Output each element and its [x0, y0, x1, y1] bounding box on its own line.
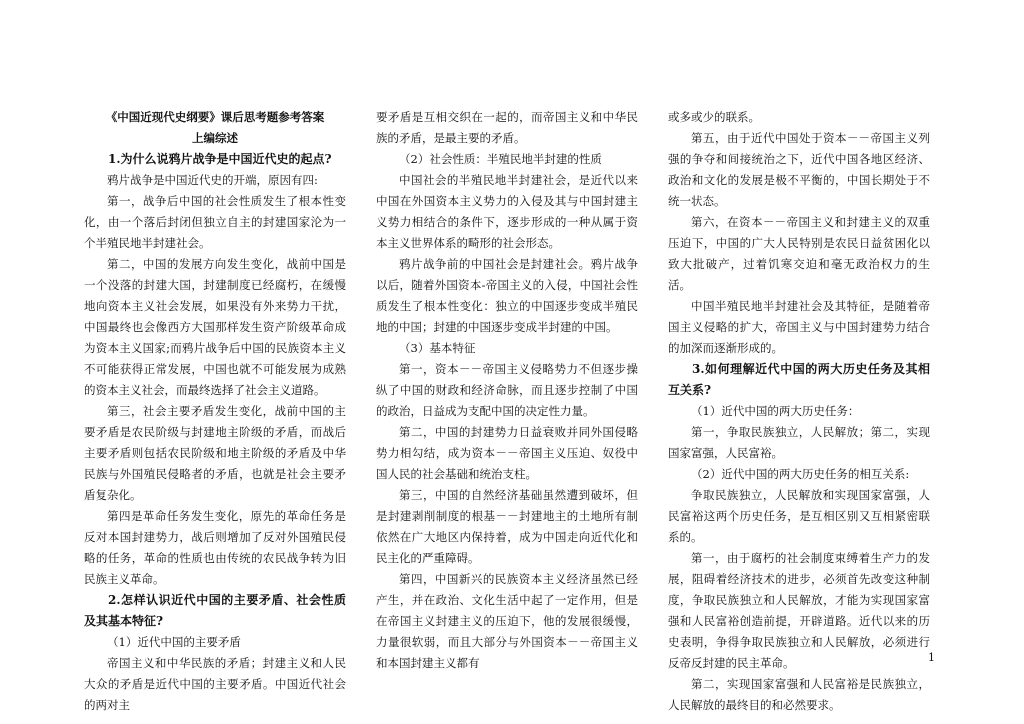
paragraph: 中国社会的半殖民地半封建社会，是近代以来中国在外国资本主义势力的入侵及其与中国封建主义势力相结合的条件下，逐步形成的一种从属于资本主义世界体系的畸形的社会形态。: [376, 173, 638, 250]
paragraph: 第四是革命任务发生变化，原先的革命任务是反对本国封建势力，战后则增加了反对外国殖民侵略的任务，革命的性质也由传统的农民战争转为旧民族主义革命。: [84, 509, 346, 586]
paragraph: 帝国主义和中华民族的矛盾；封建主义和人民大众的矛盾是近代中国的主要矛盾。中国近代社会的两对主: [84, 656, 346, 712]
paragraph: 第一，资本－－帝国主义侵略势力不但逐步操纵了中国的财政和经济命脉，而且逐步控制了中国的政治，日益成为支配中国的决定性力量。: [376, 362, 638, 418]
question-heading-3: 3.如何理解近代中国的两大历史任务及其相互关系?: [668, 362, 930, 397]
page-number: 1: [928, 651, 935, 664]
paragraph: 第三，社会主要矛盾发生变化，战前中国的主要矛盾是农民阶级与封建地主阶级的矛盾，而战后主要矛盾则包括农民阶级和地主阶级的矛盾及中华民族与外国殖民侵略者的矛盾，也就是社会主要矛盾复杂化。: [84, 404, 346, 502]
document-title: 《中国近现代史纲要》课后思考题参考答案: [105, 110, 325, 124]
paragraph: 第五，由于近代中国处于资本－－帝国主义列强的争夺和间接统治之下，近代中国各地区经济、政治和文化的发展是极不平衡的，中国长期处于不统一状态。: [668, 131, 930, 208]
paragraph: 鸦片战争前的中国社会是封建社会。鸦片战争以后，随着外国资本-帝国主义的入侵，中国社会性质发生了根本性变化：独立的中国逐步变成半殖民地的中国；封建的中国逐步变成半封建的中国。: [376, 257, 638, 334]
paragraph: 中国半殖民地半封建社会及其特征，是随着帝国主义侵略的扩大，帝国主义与中国封建势力结合的加深而逐渐形成的。: [668, 299, 930, 355]
text-column-1: [84, 107, 346, 716]
paragraph: 第三，中国的自然经济基础虽然遭到破坏，但是封建剥削制度的根基－－封建地主的土地所有制依然在广大地区内保持着，成为中国走向近代化和民主化的严重障碍。: [376, 488, 638, 565]
text-column-2: [376, 107, 638, 674]
paragraph: （1）近代中国的主要矛盾: [107, 635, 241, 649]
paragraph: 第一，由于腐朽的社会制度束缚着生产力的发展，阻碍着经济技术的进步，必须首先改变这种制度，争取民族独立和人民解放，才能为实现国家富强和人民富裕创造前提，开辟道路。近代以来的历史表明，争得争取民族独立和人民解放，必须进行反帝反封建的民主革命。: [668, 551, 930, 670]
paragraph: 第二，实现国家富强和人民富裕是民族独立，人民解放的最终目的和必然要求。: [668, 677, 930, 712]
paragraph: 第一，争取民族独立，人民解放；第二，实现国家富强，人民富裕。: [668, 425, 930, 460]
paragraph: 第一，战争后中国的社会性质发生了根本性变化，由一个落后封闭但独立自主的封建国家沦为一个半殖民地半封建社会。: [84, 194, 346, 250]
paragraph: 要矛盾是互相交织在一起的，而帝国主义和中华民族的矛盾，是最主要的矛盾。: [376, 110, 638, 145]
text-column-3: [668, 107, 930, 716]
question-heading-2: 2.怎样认识近代中国的主要矛盾、社会性质及其基本特征?: [84, 593, 346, 628]
paragraph: （2）近代中国的两大历史任务的相互关系:: [691, 467, 910, 481]
paragraph: 争取民族独立，人民解放和实现国家富强，人民富裕这两个历史任务，是互相区别又互相紧密联系的。: [668, 488, 930, 544]
paragraph: （3）基本特征: [399, 341, 476, 355]
paragraph: 第四，中国新兴的民族资本主义经济虽然已经产生，并在政治、文化生活中起了一定作用，但是在帝国主义封建主义的压迫下，他的发展很缓慢，力量很软弱，而且大部分与外国资本－－帝国主义和本国封建主义都有: [376, 572, 638, 670]
paragraph: （1）近代中国的两大历史任务：: [691, 404, 860, 418]
question-heading-1: 1.为什么说鸦片战争是中国近代史的起点?: [108, 152, 332, 166]
paragraph: 第二，中国的发展方向发生变化，战前中国是一个没落的封建大国，封建制度已经腐朽，在缓慢地向资本主义社会发展，如果没有外来势力干扰，中国最终也会像西方大国那样发生资产阶级革命成为资本主义国家;而鸦片战争后中国的民族资本主义不可能获得正常发展，中国也就不可能发展为成熟的资本主义社会，而最终选择了社会主义道路。: [84, 257, 346, 397]
paragraph: 第六，在资本－－帝国主义和封建主义的双重压迫下，中国的广大人民特别是农民日益贫困化以致大批破产，过着饥寒交迫和毫无政治权力的生活。: [668, 215, 930, 292]
section-title: 上编综述: [192, 131, 238, 145]
paragraph: 第二，中国的封建势力日益衰败并同外国侵略势力相勾结，成为资本－－帝国主义压迫、奴役中国人民的社会基础和统治支柱。: [376, 425, 638, 481]
paragraph: 鸦片战争是中国近代史的开端，原因有四:: [107, 173, 318, 187]
paragraph: 或多或少的联系。: [668, 110, 760, 124]
paragraph: （2）社会性质：半殖民地半封建的性质: [399, 152, 602, 166]
